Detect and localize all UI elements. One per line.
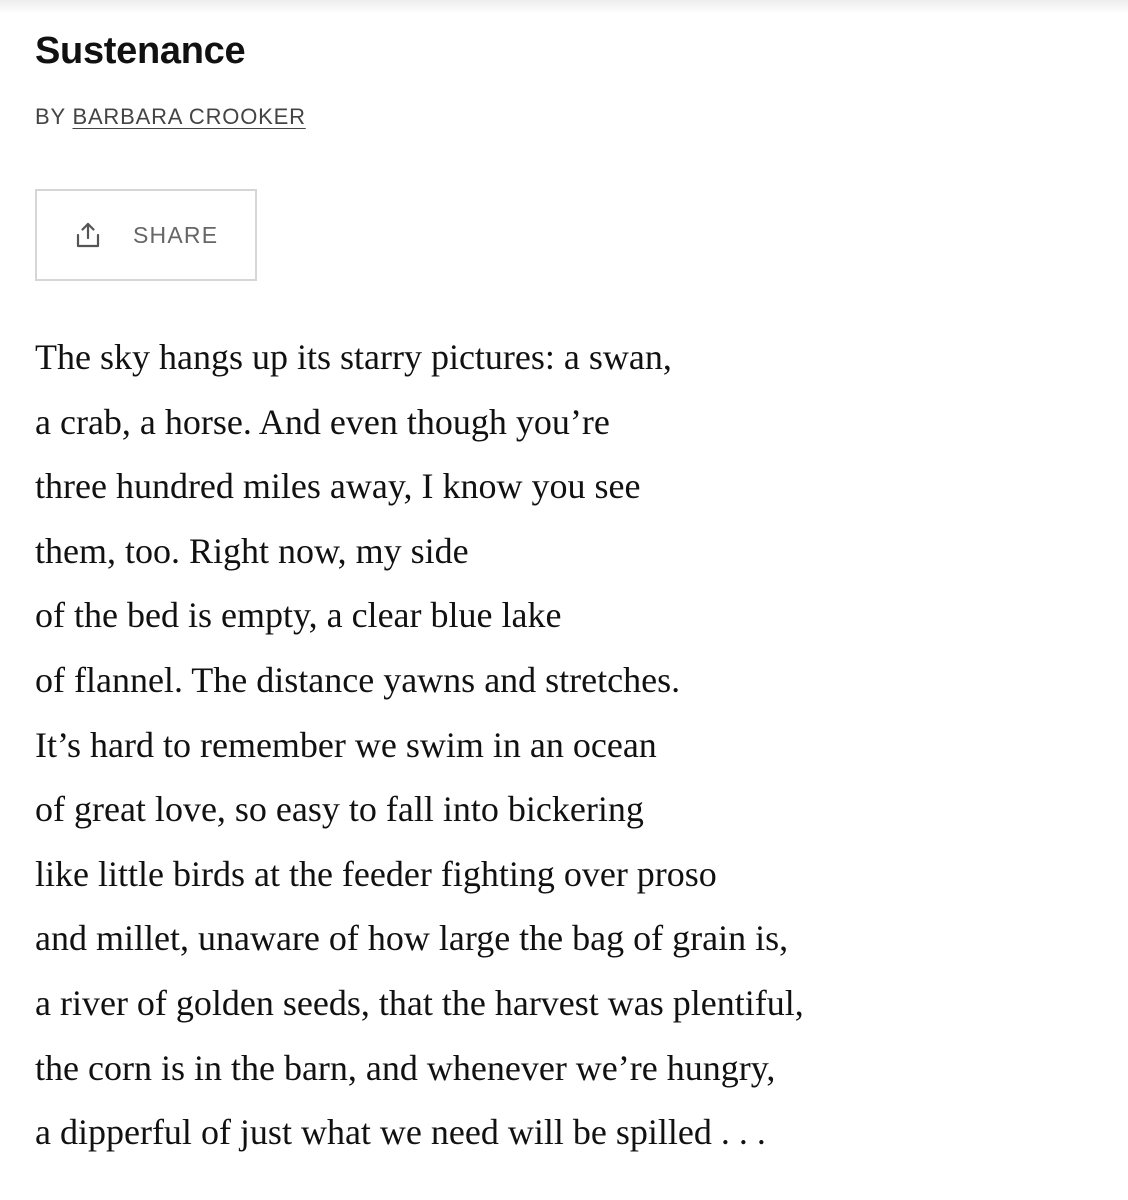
poem-body [35,325,804,1165]
poem-line: of great love, so easy to fall into bickering [35,789,644,830]
header-shadow [0,0,1128,14]
poem-line: a crab, a horse. And even though you’re [35,401,610,442]
byline-prefix: BY [35,104,66,129]
poem-line: and millet, unaware of how large the bag of grain is, [35,918,789,959]
poem-line: them, too. Right now, my side [35,530,469,571]
author-link[interactable]: BARBARA CROOKER [72,104,306,129]
poem-line: It’s hard to remember we swim in an ocean [35,724,657,765]
poem-line: like little birds at the feeder fighting over proso [35,853,717,894]
poem-line: of flannel. The distance yawns and stretches. [35,659,681,700]
poem-line: The sky hangs up its starry pictures: a swan, [35,337,672,377]
poem-line: a dipperful of just what we need will be spilled . . . [35,1112,766,1153]
byline [35,102,306,132]
poem-line: a river of golden seeds, that the harvest was plentiful, [35,982,804,1023]
poem-line: of the bed is empty, a clear blue lake [35,595,562,636]
share-icon [75,221,101,249]
share-label: SHARE [133,221,219,248]
page-title: Sustenance [35,30,246,72]
share-button[interactable] [35,189,257,281]
poem-line: three hundred miles away, I know you see [35,466,641,507]
poem-line: the corn is in the barn, and whenever we’re hungry, [35,1047,776,1088]
